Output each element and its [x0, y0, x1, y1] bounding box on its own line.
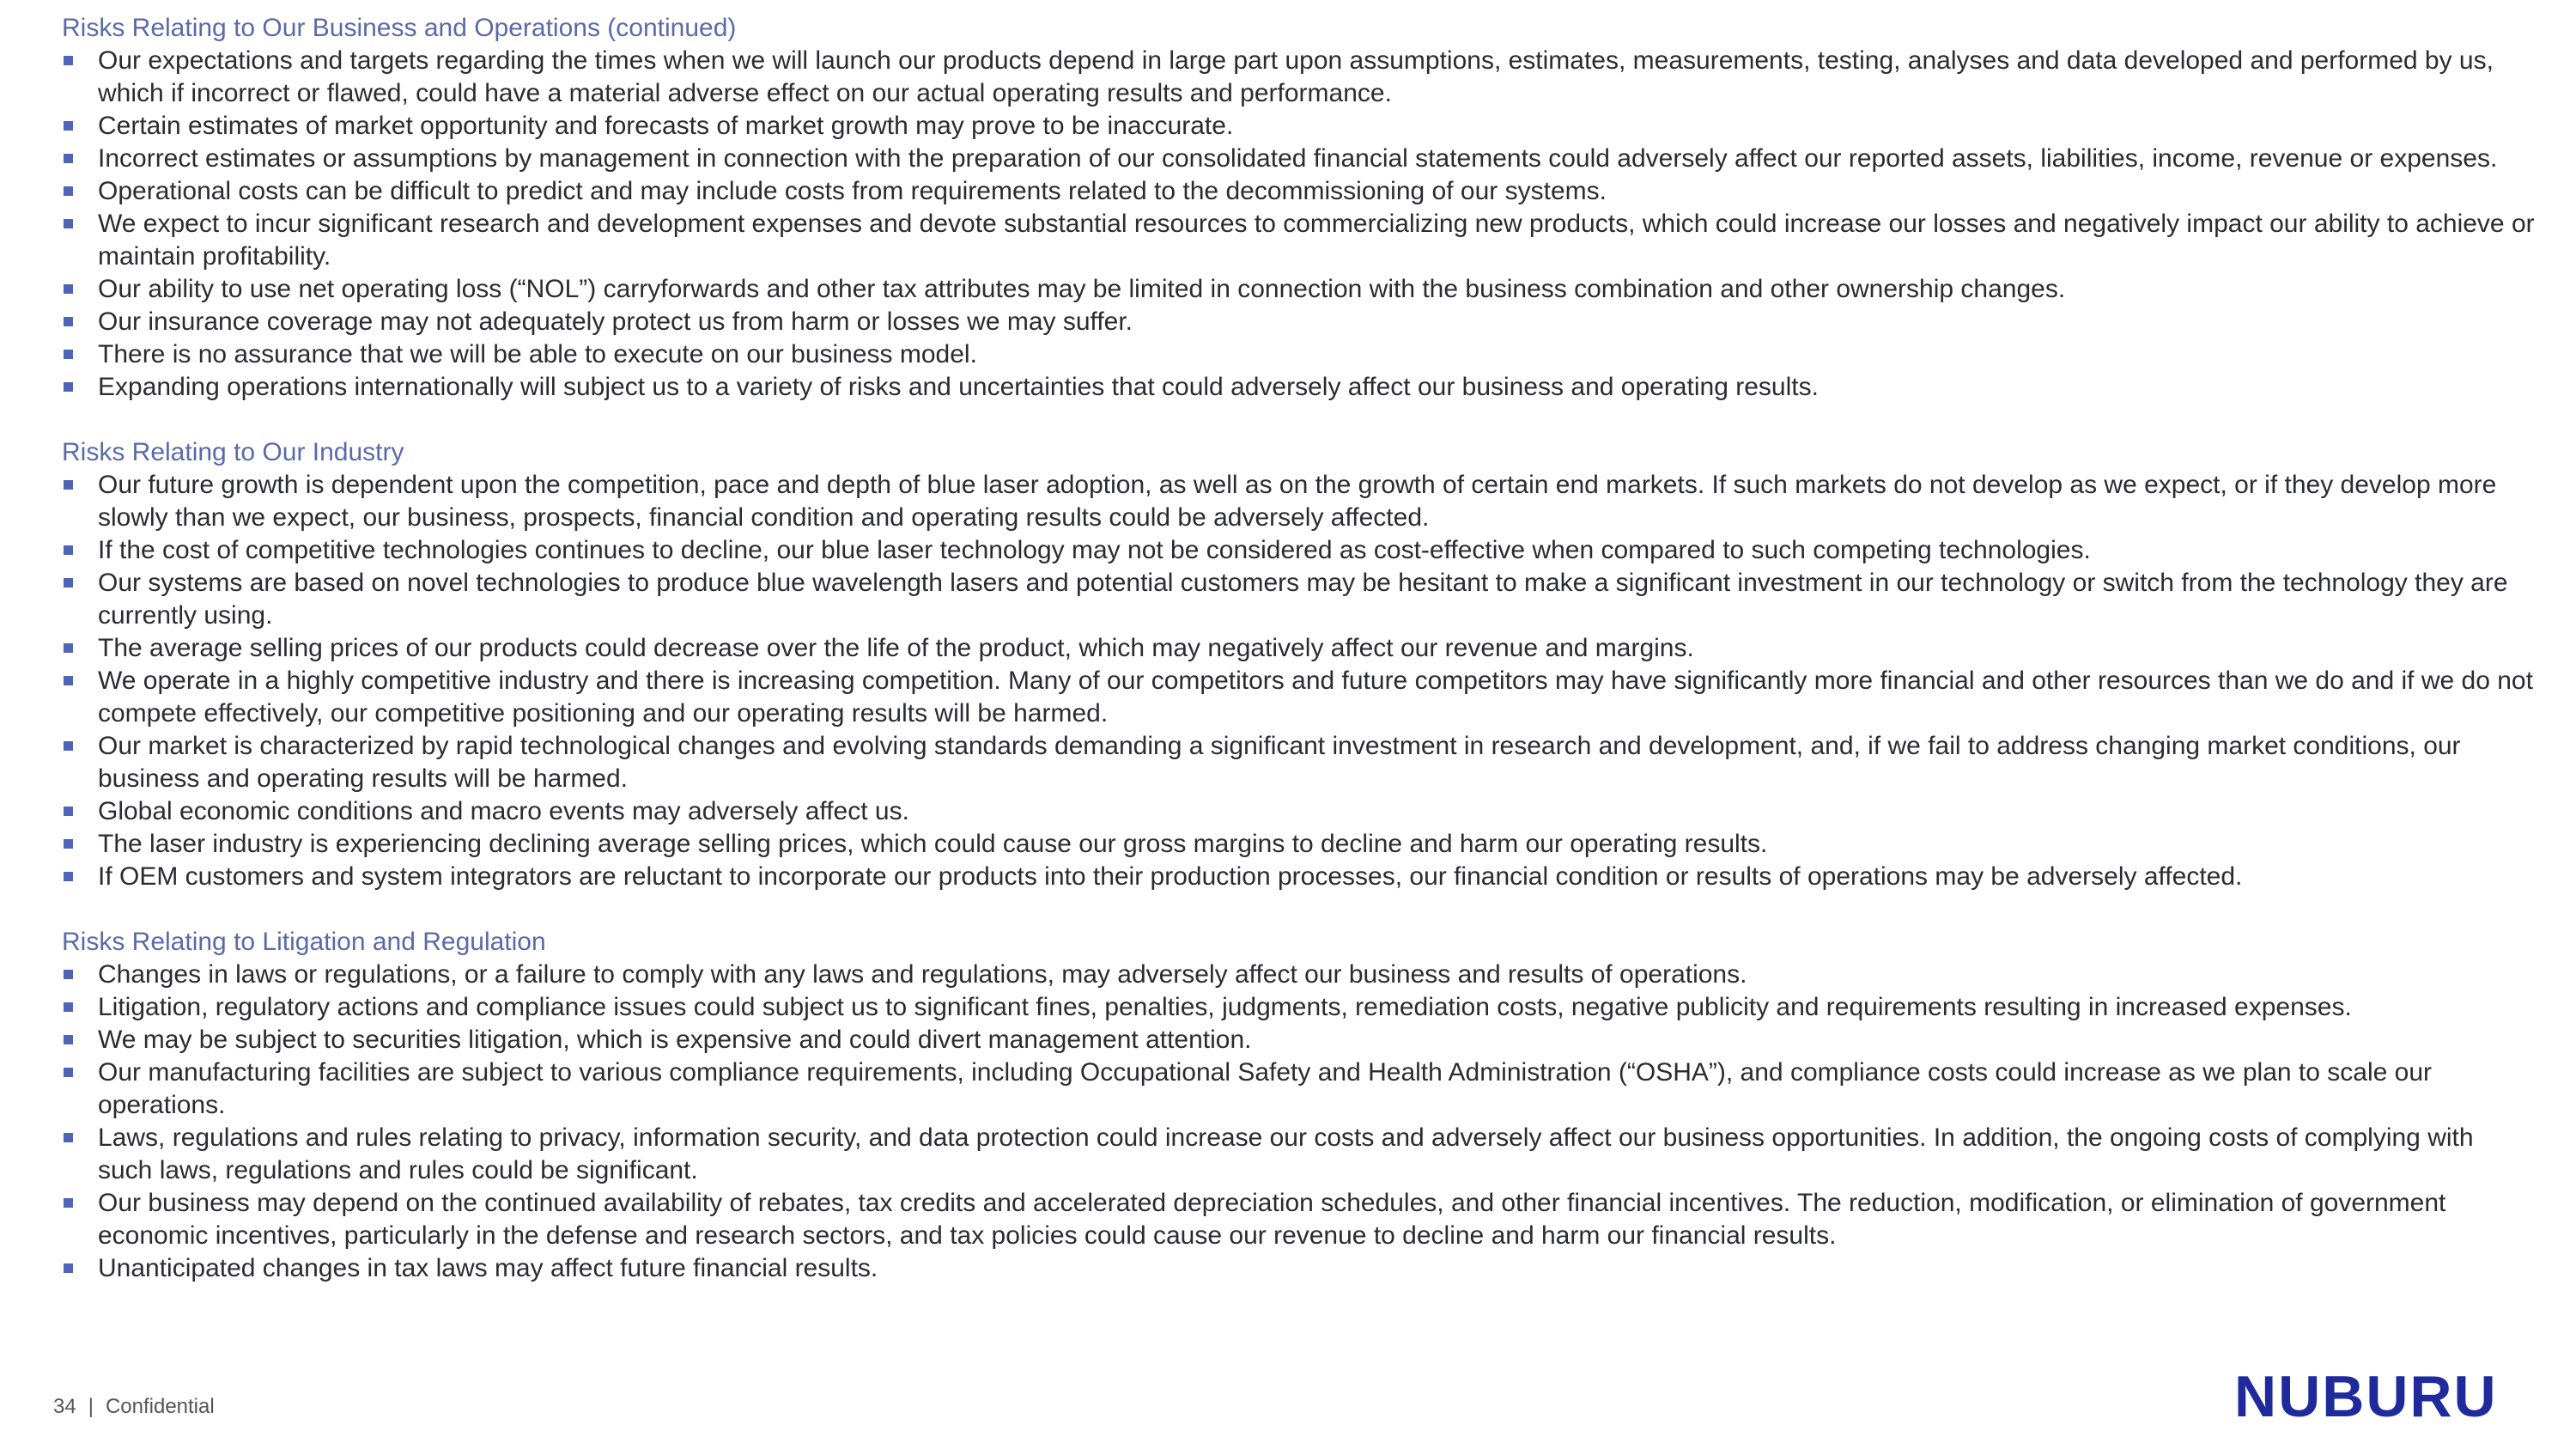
list-item-text: Global economic conditions and macro events may adversely affect us. — [98, 797, 909, 825]
list-item — [62, 1187, 2535, 1252]
list-item-text: Changes in laws or regulations, or a failure to comply with any laws and regulations, may adversely affect our business and results of operations. — [98, 960, 1747, 989]
list-item-text: Laws, regulations and rules relating to privacy, information security, and data protection could increase our costs and adversely affect our business opportunities. In addition, the ongoing costs of complying with such laws, regulations and rules could be significant. — [98, 1123, 2474, 1184]
square-bullet-icon — [64, 1068, 73, 1077]
list-item — [62, 306, 2535, 338]
list-item — [62, 469, 2535, 534]
square-bullet-icon — [64, 350, 73, 359]
section-title: Risks Relating to Litigation and Regulation — [62, 928, 546, 956]
list-item-text: We may be subject to securities litigation, which is expensive and could divert management attention. — [98, 1026, 1252, 1054]
footer-separator: | — [88, 1395, 94, 1418]
square-bullet-icon — [64, 186, 73, 196]
square-bullet-icon — [64, 578, 73, 588]
list-item-text: Our business may depend on the continued availability of rebates, tax credits and accelerated depreciation schedules, and other financial incentives. The reduction, modification, or elimination of government economic incentives, particularly in the defense and research sectors, and tax policies could cause our revenue to decline and harm our financial results. — [98, 1189, 2446, 1250]
list-item — [62, 1056, 2535, 1122]
square-bullet-icon — [64, 1133, 73, 1142]
list-item-text: Our systems are based on novel technologies to produce blue wavelength lasers and potential customers may be hesitant to make a significant investment in our technology or switch from the technology they are currently using. — [98, 569, 2508, 630]
list-item — [62, 795, 2535, 828]
square-bullet-icon — [64, 121, 73, 131]
list-item-text: Our market is characterized by rapid technological changes and evolving standards demanding a significant investment in research and development, and, if we fail to address changing market conditions, our business and operating results will be harmed. — [98, 732, 2461, 793]
square-bullet-icon — [64, 480, 73, 490]
square-bullet-icon — [64, 317, 73, 326]
list-item — [62, 632, 2535, 665]
section-litigation-regulation — [62, 926, 2535, 1285]
square-bullet-icon — [64, 676, 73, 685]
bullet-list — [62, 959, 2535, 1285]
square-bullet-icon — [64, 872, 73, 881]
list-item-text: Our insurance coverage may not adequately protect us from harm or losses we may suffer. — [98, 307, 1133, 336]
bullet-list — [62, 45, 2535, 404]
list-item — [62, 371, 2535, 404]
page-number: 34 — [53, 1395, 76, 1418]
list-item-text: Operational costs can be difficult to predict and may include costs from requirements related to the decommissioning of our systems. — [98, 177, 1607, 205]
list-item — [62, 1122, 2535, 1187]
square-bullet-icon — [64, 154, 73, 163]
list-item-text: Our manufacturing facilities are subject to various compliance requirements, including Occupational Safety and Health Administration (“OSHA”), and compliance costs could increase as we plan to scale our operations. — [98, 1058, 2433, 1119]
square-bullet-icon — [64, 643, 73, 653]
nuburu-logo: NUBURU — [2234, 1364, 2498, 1429]
list-item — [62, 665, 2535, 730]
list-item-text: There is no assurance that we will be able to execute on our business model. — [98, 340, 977, 368]
list-item-text: We operate in a highly competitive industry and there is increasing competition. Many of our competitors and future competitors may have significantly more financial and other resources than we do and if we do not compete effectively, our competitive positioning and our operating results will be harmed. — [98, 667, 2533, 728]
list-item — [62, 534, 2535, 567]
list-item — [62, 1252, 2535, 1285]
section-business-operations — [62, 12, 2535, 404]
square-bullet-icon — [64, 382, 73, 392]
confidential-label: Confidential — [105, 1395, 215, 1418]
square-bullet-icon — [64, 970, 73, 979]
list-item — [62, 1024, 2535, 1056]
square-bullet-icon — [64, 839, 73, 849]
list-item — [62, 273, 2535, 306]
list-item-text: If OEM customers and system integrators are reluctant to incorporate our products into their production processes, our financial condition or results of operations may be adversely affected. — [98, 862, 2243, 891]
square-bullet-icon — [64, 1263, 73, 1273]
square-bullet-icon — [64, 545, 73, 555]
list-item — [62, 110, 2535, 143]
square-bullet-icon — [64, 1002, 73, 1012]
list-item — [62, 959, 2535, 991]
slide-footer — [53, 1394, 215, 1420]
list-item-text: Incorrect estimates or assumptions by management in connection with the preparation of our consolidated financial statements could adversely affect our reported assets, liabilities, income, revenue or expenses. — [98, 144, 2498, 173]
list-item-text: Litigation, regulatory actions and compliance issues could subject us to significant fines, penalties, judgments, remediation costs, negative publicity and requirements resulting in increased expenses. — [98, 993, 2352, 1021]
list-item — [62, 175, 2535, 208]
list-item-text: Our ability to use net operating loss (“NOL”) carryforwards and other tax attributes may be limited in connection with the business combination and other ownership changes. — [98, 275, 2066, 303]
list-item-text: Unanticipated changes in tax laws may affect future financial results. — [98, 1254, 878, 1282]
list-item-text: Our expectations and targets regarding the times when we will launch our products depend in large part upon assumptions, estimates, measurements, testing, analyses and data developed and performed by us, which if incorrect or flawed, could have a material adverse effect on our actual operating results and performance. — [98, 46, 2494, 107]
square-bullet-icon — [64, 741, 73, 751]
list-item-text: Certain estimates of market opportunity and forecasts of market growth may prove to be inaccurate. — [98, 112, 1234, 140]
list-item — [62, 208, 2535, 273]
list-item — [62, 45, 2535, 110]
section-industry — [62, 436, 2535, 893]
list-item — [62, 567, 2535, 632]
list-item — [62, 861, 2535, 893]
list-item-text: The laser industry is experiencing declining average selling prices, which could cause our gross margins to decline and harm our operating results. — [98, 830, 1768, 858]
list-item — [62, 338, 2535, 371]
square-bullet-icon — [64, 284, 73, 294]
section-title: Risks Relating to Our Business and Operations (continued) — [62, 14, 737, 42]
list-item-text: Expanding operations internationally will subject us to a variety of risks and uncertainties that could adversely affect our business and operating results. — [98, 373, 1819, 401]
square-bullet-icon — [64, 1035, 73, 1044]
list-item — [62, 828, 2535, 861]
list-item — [62, 730, 2535, 795]
square-bullet-icon — [64, 807, 73, 816]
list-item — [62, 991, 2535, 1024]
slide-content — [62, 12, 2535, 1318]
list-item-text: The average selling prices of our products could decrease over the life of the product, which may negatively affect our revenue and margins. — [98, 634, 1694, 662]
section-title: Risks Relating to Our Industry — [62, 438, 404, 466]
list-item-text: If the cost of competitive technologies continues to decline, our blue laser technology may not be considered as cost-effective when compared to such competing technologies. — [98, 536, 2091, 564]
list-item-text: We expect to incur significant research and development expenses and devote substantial resources to commercializing new products, which could increase our losses and negatively impact our ability to achieve or maintain profitability. — [98, 210, 2535, 271]
list-item-text: Our future growth is dependent upon the competition, pace and depth of blue laser adoption, as well as on the growth of certain end markets. If such markets do not develop as we expect, or if they develop more slowly than we expect, our business, prospects, financial condition and operating results could be adversely affected. — [98, 471, 2497, 532]
bullet-list — [62, 469, 2535, 893]
square-bullet-icon — [64, 56, 73, 65]
square-bullet-icon — [64, 1198, 73, 1208]
list-item — [62, 143, 2535, 175]
square-bullet-icon — [64, 219, 73, 228]
